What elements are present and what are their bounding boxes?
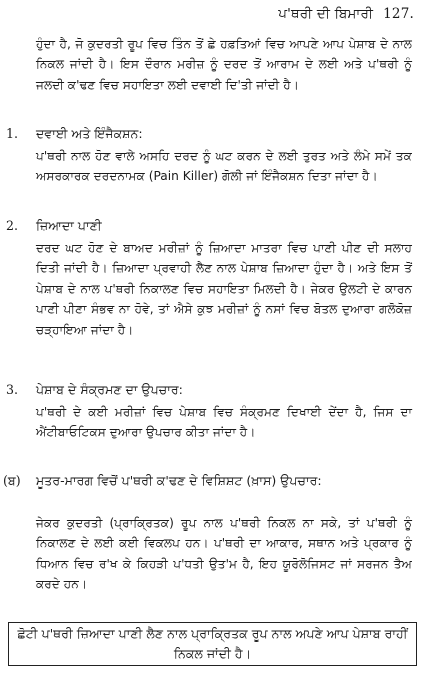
callout-text: ਛੋਟੀ ਪ'ਥਰੀ ਜ਼ਿਆਦਾ ਪਾਣੀ ਲੈਣ ਨਾਲ ਪ੍ਰਾਕ੍ਰਿਤਕ ਰੂਪ ਨਾਲ ਅਪਣੇ ਆਪ ਪੇਸ਼ਾਬ ਰਾਹੀਂ ਨਿਕਲ ਜਾਂਦੀ ਹੈ। [17,626,408,661]
section-body-b: ਜੇਕਰ ਕੁਦਰਤੀ (ਪ੍ਰਾਕ੍ਰਿਤਕ) ਰੂਪ ਨਾਲ ਪ'ਥਰੀ ਨਿਕਲ ਨਾ ਸਕੇ, ਤਾਂ ਪ'ਥਰੀ ਨੂੰ ਨਿਕਾਲਣ ਦੇ ਲਈ ਕਈ ਵਿਕਲਪ ਹਨ। ਪ'ਥਰੀ ਦਾ ਆਕਾਰ, ਸਥਾਨ ਅਤੇ ਪ੍ਰਕਾਰ ਨੂੰ ਧਿਆਨ ਵਿਚ ਰ'ਖ ਕੇ ਕਿਹੜੀ ਪ'ਧਤੀ ਉਤ'ਮ ਹੈ, ਇਹ ਯੂਰੋਲੋਜਿਸਟ ਜਾਂ ਸਰਜਨ ਤੈਅ ਕਰਦੇ ਹਨ। [36,516,412,592]
section-title: ਦਵਾਈ ਅਤੇ ਇੰਜੈਕਸ਼ਨ: [36,126,143,141]
section-heading-3 [6,380,183,400]
chapter-title: ਪ'ਥਰੀ ਦੀ ਬਿਮਾਰੀ [278,6,374,22]
section-number: 1. [6,126,19,141]
section-number: 2. [6,218,19,233]
section-marker: (ਬ) [3,473,21,488]
section-title: ਪੇਸ਼ਾਬ ਦੇ ਸੰਕ੍ਰਮਣ ਦਾ ਉਪਚਾਰ: [36,382,183,397]
section-body-3: ਪ'ਥਰੀ ਦੇ ਕਈ ਮਰੀਜ਼ਾਂ ਵਿਚ ਪੇਸ਼ਾਬ ਵਿਚ ਸੰਕ੍ਰਮਣ ਦਿਖਾਈ ਦੇਂਦਾ ਹੈ, ਜਿਸ ਦਾ ਐਂਟੀਬਾਓਟਿਕਸ ਦੁਆਰਾ ਉਪਚਾਰ ਕੀਤਾ ਜਾਂਦਾ ਹੈ। [36,405,412,440]
section-title: ਮੂਤਰ-ਮਾਰਗ ਵਿਚੋਂ ਪ'ਥਰੀ ਕ'ਢਣ ਦੇ ਵਿਸ਼ਿਸ਼ਟ (ਖ਼ਾਸ) ਉਪਚਾਰ: [36,473,322,488]
running-header [278,6,414,22]
section-heading-2 [6,216,102,236]
section-body-2: ਦਰਦ ਘਟ ਹੋਣ ਦੇ ਬਾਅਦ ਮਰੀਜ਼ਾਂ ਨੂੰ ਜ਼ਿਆਦਾ ਮਾਤਰਾ ਵਿਚ ਪਾਣੀ ਪੀਣ ਦੀ ਸਲਾਹ ਦਿਤੀ ਜਾਂਦੀ ਹੈ। ਜ਼ਿਆਦਾ ਪ੍ਰਵਾਹੀ ਲੈਣ ਨਾਲ ਪੇਸ਼ਾਬ ਜ਼ਿਆਦਾ ਹੁੰਦਾ ਹੈ। ਅਤੇ ਇਸ ਤੋਂ ਪੇਸ਼ਾਬ ਦੇ ਨਾਲ ਪ'ਥਰੀ ਨਿਕਾਲਣ ਵਿਚ ਸਹਾਇਤਾ ਮਿਲਦੀ ਹੈ। ਜੇਕਰ ਉਲਟੀ ਦੇ ਕਾਰਨ ਪਾਣੀ ਪੀਣਾ ਸੰਭਵ ਨਾ ਹੋਵੇ, ਤਾਂ ਐਸੇ ਕੁਝ ਮਰੀਜ਼ਾਂ ਨੂੰ ਨਸਾਂ ਵਿਚ ਬੋਤਲ ਦੁਆਰਾ ਗਲੋਕੋਜ਼ ਚੜ੍ਹਾਇਆ ਜਾਂਦਾ ਹੈ। [36,241,412,337]
section-title: ਜ਼ਿਆਦਾ ਪਾਣੀ [36,218,102,233]
page-number: 127. [383,6,414,22]
section-heading-1 [6,124,143,144]
intro-paragraph: ਹੁੰਦਾ ਹੈ, ਜੋ ਕੁਦਰਤੀ ਰੂਪ ਵਿਚ ਤਿੰਨ ਤੋਂ ਛੇ ਹਫ਼ਤਿਆਂ ਵਿਚ ਆਪਣੇ ਆਪ ਪੇਸ਼ਾਬ ਦੇ ਨਾਲ ਨਿਕਲ ਜਾਂਦੀ ਹੈ। ਇਸ ਦੌਰਾਨ ਮਰੀਜ਼ ਨੂੰ ਦਰਦ ਤੋਂ ਆਰਾਮ ਦੇ ਲਈ ਅਤੇ ਪ'ਥਰੀ ਨੂੰ ਜਲਦੀ ਕ'ਢਣ ਵਿਚ ਸਹਾਇਤਾ ਲਈ ਦਵਾਈ ਦਿ'ਤੀ ਜਾਂਦੀ ਹੈ। [36,37,412,92]
section-body-1: ਪ'ਥਰੀ ਨਾਲ ਹੋਣ ਵਾਲੇ ਅਸਹਿ ਦਰਦ ਨੂੰ ਘਟ ਕਰਨ ਦੇ ਲਈ ਤੁਰਤ ਅਤੇ ਲੰਮੇ ਸਮੇਂ ਤਕ ਅਸਰਕਾਰਕ ਦਰਦਨਾਮਕ (Pain Killer) ਗੋਲੀ ਜਾਂ ਇੰਜੈਕਸ਼ਨ ਦਿਤਾ ਜਾਂਦਾ ਹੈ। [36,149,412,184]
callout-box [8,622,417,666]
section-heading-b [3,471,412,491]
section-number: 3. [6,382,19,397]
